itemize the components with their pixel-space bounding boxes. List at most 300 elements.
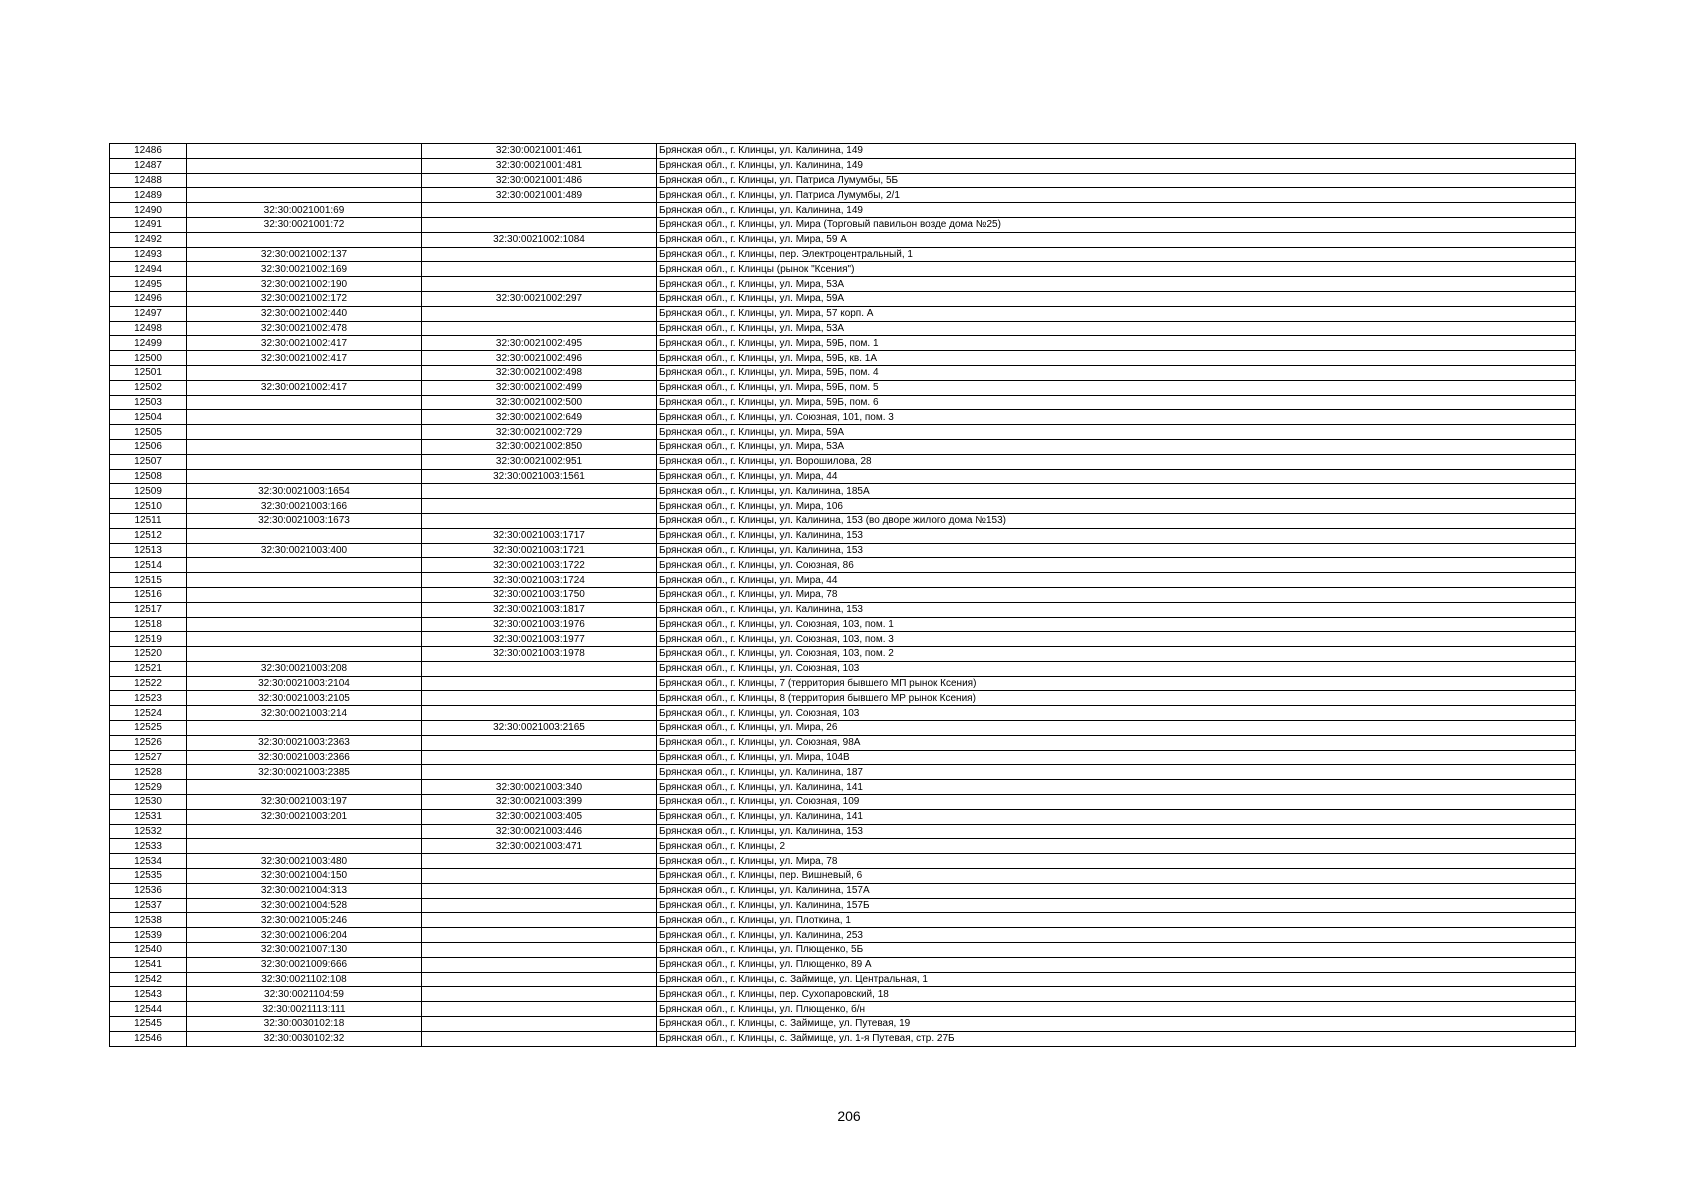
row-number-cell: 12529: [110, 780, 187, 795]
address-cell: Брянская обл., г. Клинцы, ул. Мира, 59 А: [657, 232, 1576, 247]
row-number-cell: 12512: [110, 528, 187, 543]
row-number-cell: 12487: [110, 158, 187, 173]
land-cadastral-number-cell: 32:30:0021002:190: [187, 277, 422, 292]
table-row: [110, 587, 1576, 602]
object-cadastral-number-cell: 32:30:0021001:481: [422, 158, 657, 173]
object-cadastral-number-cell: [422, 972, 657, 987]
land-cadastral-number-cell: 32:30:0030102:18: [187, 1017, 422, 1032]
address-cell: Брянская обл., г. Клинцы, ул. Мира, 59Б, пом. 1: [657, 336, 1576, 351]
land-cadastral-number-cell: 32:30:0021004:313: [187, 883, 422, 898]
object-cadastral-number-cell: 32:30:0021002:498: [422, 365, 657, 380]
land-cadastral-number-cell: 32:30:0030102:32: [187, 1031, 422, 1046]
land-cadastral-number-cell: [187, 617, 422, 632]
table-row: [110, 217, 1576, 232]
page-number: 206: [837, 1108, 861, 1124]
row-number-cell: 12510: [110, 499, 187, 514]
land-cadastral-number-cell: [187, 839, 422, 854]
table-row: [110, 1017, 1576, 1032]
row-number-cell: 12504: [110, 410, 187, 425]
object-cadastral-number-cell: [422, 484, 657, 499]
row-number-cell: 12544: [110, 1002, 187, 1017]
land-cadastral-number-cell: [187, 454, 422, 469]
land-cadastral-number-cell: [187, 632, 422, 647]
table-row: [110, 351, 1576, 366]
table-row: [110, 321, 1576, 336]
address-cell: Брянская обл., г. Клинцы, ул. Калинина, 153 (во дворе жилого дома №153): [657, 513, 1576, 528]
object-cadastral-number-cell: [422, 913, 657, 928]
address-cell: Брянская обл., г. Клинцы, ул. Мира, 53А: [657, 321, 1576, 336]
address-cell: Брянская обл., г. Клинцы, ул. Мира, 59А: [657, 425, 1576, 440]
land-cadastral-number-cell: [187, 395, 422, 410]
address-cell: Брянская обл., г. Клинцы, ул. Калинина, 141: [657, 809, 1576, 824]
address-cell: Брянская обл., г. Клинцы, ул. Калинина, 187: [657, 765, 1576, 780]
land-cadastral-number-cell: 32:30:0021004:150: [187, 869, 422, 884]
land-cadastral-number-cell: 32:30:0021001:72: [187, 217, 422, 232]
table-row: [110, 632, 1576, 647]
table-row: [110, 898, 1576, 913]
object-cadastral-number-cell: 32:30:0021001:489: [422, 188, 657, 203]
land-cadastral-number-cell: 32:30:0021003:214: [187, 706, 422, 721]
table-row: [110, 425, 1576, 440]
land-cadastral-number-cell: 32:30:0021009:666: [187, 957, 422, 972]
object-cadastral-number-cell: 32:30:0021002:951: [422, 454, 657, 469]
land-cadastral-number-cell: 32:30:0021002:440: [187, 306, 422, 321]
row-number-cell: 12509: [110, 484, 187, 499]
land-cadastral-number-cell: 32:30:0021002:478: [187, 321, 422, 336]
address-cell: Брянская обл., г. Клинцы, ул. Мира, 106: [657, 499, 1576, 514]
row-number-cell: 12519: [110, 632, 187, 647]
land-cadastral-number-cell: [187, 587, 422, 602]
address-cell: Брянская обл., г. Клинцы, ул. Калинина, 185А: [657, 484, 1576, 499]
row-number-cell: 12528: [110, 765, 187, 780]
land-cadastral-number-cell: [187, 232, 422, 247]
land-cadastral-number-cell: [187, 780, 422, 795]
row-number-cell: 12534: [110, 854, 187, 869]
address-cell: Брянская обл., г. Клинцы, ул. Мира, 78: [657, 587, 1576, 602]
object-cadastral-number-cell: [422, 765, 657, 780]
object-cadastral-number-cell: [422, 869, 657, 884]
land-cadastral-number-cell: [187, 528, 422, 543]
address-cell: Брянская обл., г. Клинцы, ул. Калинина, 149: [657, 144, 1576, 159]
registry-table: [109, 143, 1576, 1047]
land-cadastral-number-cell: 32:30:0021003:166: [187, 499, 422, 514]
object-cadastral-number-cell: [422, 306, 657, 321]
object-cadastral-number-cell: [422, 987, 657, 1002]
address-cell: Брянская обл., г. Клинцы, пер. Вишневый, 6: [657, 869, 1576, 884]
row-number-cell: 12511: [110, 513, 187, 528]
land-cadastral-number-cell: 32:30:0021002:417: [187, 336, 422, 351]
table-row: [110, 706, 1576, 721]
object-cadastral-number-cell: [422, 943, 657, 958]
table-row: [110, 602, 1576, 617]
land-cadastral-number-cell: [187, 425, 422, 440]
row-number-cell: 12538: [110, 913, 187, 928]
address-cell: Брянская обл., г. Клинцы, ул. Мира, 78: [657, 854, 1576, 869]
table-row: [110, 809, 1576, 824]
land-cadastral-number-cell: 32:30:0021003:400: [187, 543, 422, 558]
row-number-cell: 12526: [110, 735, 187, 750]
object-cadastral-number-cell: [422, 1002, 657, 1017]
table-row: [110, 647, 1576, 662]
address-cell: Брянская обл., г. Клинцы, с. Займище, ул. 1-я Путевая, стр. 27Б: [657, 1031, 1576, 1046]
row-number-cell: 12521: [110, 661, 187, 676]
address-cell: Брянская обл., г. Клинцы, ул. Мира, 59А: [657, 291, 1576, 306]
object-cadastral-number-cell: [422, 883, 657, 898]
table-row: [110, 913, 1576, 928]
object-cadastral-number-cell: 32:30:0021002:500: [422, 395, 657, 410]
table-row: [110, 824, 1576, 839]
address-cell: Брянская обл., г. Клинцы, ул. Патриса Лумумбы, 5Б: [657, 173, 1576, 188]
row-number-cell: 12545: [110, 1017, 187, 1032]
object-cadastral-number-cell: 32:30:0021002:499: [422, 380, 657, 395]
row-number-cell: 12535: [110, 869, 187, 884]
land-cadastral-number-cell: [187, 188, 422, 203]
address-cell: Брянская обл., г. Клинцы, 2: [657, 839, 1576, 854]
table-row: [110, 661, 1576, 676]
address-cell: Брянская обл., г. Клинцы, ул. Мира, 53А: [657, 277, 1576, 292]
address-cell: Брянская обл., г. Клинцы, ул. Ворошилова, 28: [657, 454, 1576, 469]
land-cadastral-number-cell: 32:30:0021005:246: [187, 913, 422, 928]
address-cell: Брянская обл., г. Клинцы, ул. Союзная, 98А: [657, 735, 1576, 750]
object-cadastral-number-cell: 32:30:0021002:850: [422, 439, 657, 454]
object-cadastral-number-cell: [422, 676, 657, 691]
address-cell: Брянская обл., г. Клинцы, 7 (территория бывшего МП рынок Ксения): [657, 676, 1576, 691]
object-cadastral-number-cell: 32:30:0021003:1561: [422, 469, 657, 484]
address-cell: Брянская обл., г. Клинцы, ул. Союзная, 101, пом. 3: [657, 410, 1576, 425]
object-cadastral-number-cell: [422, 277, 657, 292]
row-number-cell: 12540: [110, 943, 187, 958]
object-cadastral-number-cell: 32:30:0021003:399: [422, 795, 657, 810]
land-cadastral-number-cell: [187, 158, 422, 173]
address-cell: Брянская обл., г. Клинцы, ул. Союзная, 109: [657, 795, 1576, 810]
object-cadastral-number-cell: 32:30:0021003:1721: [422, 543, 657, 558]
object-cadastral-number-cell: [422, 750, 657, 765]
table-row: [110, 676, 1576, 691]
row-number-cell: 12500: [110, 351, 187, 366]
address-cell: Брянская обл., г. Клинцы, с. Займище, ул. Центральная, 1: [657, 972, 1576, 987]
object-cadastral-number-cell: 32:30:0021003:1817: [422, 602, 657, 617]
object-cadastral-number-cell: 32:30:0021003:1750: [422, 587, 657, 602]
land-cadastral-number-cell: [187, 144, 422, 159]
address-cell: Брянская обл., г. Клинцы, ул. Калинина, 157А: [657, 883, 1576, 898]
address-cell: Брянская обл., г. Клинцы, ул. Калинина, 149: [657, 203, 1576, 218]
object-cadastral-number-cell: [422, 1017, 657, 1032]
object-cadastral-number-cell: 32:30:0021003:1724: [422, 573, 657, 588]
address-cell: Брянская обл., г. Клинцы, ул. Мира, 44: [657, 469, 1576, 484]
table-row: [110, 854, 1576, 869]
table-row: [110, 439, 1576, 454]
land-cadastral-number-cell: 32:30:0021002:417: [187, 380, 422, 395]
table-row: [110, 721, 1576, 736]
row-number-cell: 12527: [110, 750, 187, 765]
land-cadastral-number-cell: 32:30:0021002:417: [187, 351, 422, 366]
object-cadastral-number-cell: [422, 499, 657, 514]
object-cadastral-number-cell: [422, 854, 657, 869]
land-cadastral-number-cell: 32:30:0021003:197: [187, 795, 422, 810]
row-number-cell: 12499: [110, 336, 187, 351]
land-cadastral-number-cell: [187, 602, 422, 617]
address-cell: Брянская обл., г. Клинцы, ул. Плющенко, б/н: [657, 1002, 1576, 1017]
row-number-cell: 12495: [110, 277, 187, 292]
object-cadastral-number-cell: 32:30:0021002:297: [422, 291, 657, 306]
object-cadastral-number-cell: [422, 513, 657, 528]
table-row: [110, 499, 1576, 514]
land-cadastral-number-cell: 32:30:0021003:1673: [187, 513, 422, 528]
table-row: [110, 765, 1576, 780]
object-cadastral-number-cell: 32:30:0021001:486: [422, 173, 657, 188]
address-cell: Брянская обл., г. Клинцы, ул. Калинина, 153: [657, 528, 1576, 543]
address-cell: Брянская обл., г. Клинцы, 8 (территория бывшего МР рынок Ксения): [657, 691, 1576, 706]
address-cell: Брянская обл., г. Клинцы, ул. Калинина, 141: [657, 780, 1576, 795]
address-cell: Брянская обл., г. Клинцы, с. Займище, ул. Путевая, 19: [657, 1017, 1576, 1032]
land-cadastral-number-cell: [187, 469, 422, 484]
row-number-cell: 12498: [110, 321, 187, 336]
object-cadastral-number-cell: 32:30:0021002:729: [422, 425, 657, 440]
object-cadastral-number-cell: 32:30:0021003:1717: [422, 528, 657, 543]
address-cell: Брянская обл., г. Клинцы, ул. Мира, 53А: [657, 439, 1576, 454]
address-cell: Брянская обл., г. Клинцы, ул. Плющенко, 5Б: [657, 943, 1576, 958]
table-row: [110, 691, 1576, 706]
land-cadastral-number-cell: 32:30:0021102:108: [187, 972, 422, 987]
table-row: [110, 380, 1576, 395]
table-row: [110, 869, 1576, 884]
table-row: [110, 543, 1576, 558]
address-cell: Брянская обл., г. Клинцы, ул. Калинина, 157Б: [657, 898, 1576, 913]
row-number-cell: 12543: [110, 987, 187, 1002]
land-cadastral-number-cell: 32:30:0021003:208: [187, 661, 422, 676]
row-number-cell: 12517: [110, 602, 187, 617]
land-cadastral-number-cell: 32:30:0021003:2105: [187, 691, 422, 706]
row-number-cell: 12508: [110, 469, 187, 484]
object-cadastral-number-cell: 32:30:0021002:495: [422, 336, 657, 351]
table-row: [110, 1002, 1576, 1017]
land-cadastral-number-cell: [187, 365, 422, 380]
row-number-cell: 12503: [110, 395, 187, 410]
land-cadastral-number-cell: 32:30:0021001:69: [187, 203, 422, 218]
table-row: [110, 247, 1576, 262]
row-number-cell: 12488: [110, 173, 187, 188]
object-cadastral-number-cell: 32:30:0021001:461: [422, 144, 657, 159]
address-cell: Брянская обл., г. Клинцы, ул. Калинина, 149: [657, 158, 1576, 173]
land-cadastral-number-cell: [187, 573, 422, 588]
land-cadastral-number-cell: 32:30:0021003:2104: [187, 676, 422, 691]
address-cell: Брянская обл., г. Клинцы, ул. Мира, 59Б, кв. 1А: [657, 351, 1576, 366]
address-cell: Брянская обл., г. Клинцы, ул. Союзная, 103, пом. 3: [657, 632, 1576, 647]
address-cell: Брянская обл., г. Клинцы, пер. Сухопаровский, 18: [657, 987, 1576, 1002]
table-row: [110, 277, 1576, 292]
land-cadastral-number-cell: 32:30:0021002:137: [187, 247, 422, 262]
registry-table-body: [110, 144, 1576, 1047]
land-cadastral-number-cell: [187, 721, 422, 736]
row-number-cell: 12489: [110, 188, 187, 203]
row-number-cell: 12514: [110, 558, 187, 573]
table-row: [110, 336, 1576, 351]
address-cell: Брянская обл., г. Клинцы, ул. Мира, 59Б, пом. 6: [657, 395, 1576, 410]
object-cadastral-number-cell: 32:30:0021003:471: [422, 839, 657, 854]
land-cadastral-number-cell: [187, 824, 422, 839]
address-cell: Брянская обл., г. Клинцы, ул. Калинина, 253: [657, 928, 1576, 943]
address-cell: Брянская обл., г. Клинцы, ул. Калинина, 153: [657, 602, 1576, 617]
object-cadastral-number-cell: 32:30:0021003:2165: [422, 721, 657, 736]
address-cell: Брянская обл., г. Клинцы, ул. Плоткина, 1: [657, 913, 1576, 928]
land-cadastral-number-cell: 32:30:0021003:201: [187, 809, 422, 824]
table-row: [110, 513, 1576, 528]
object-cadastral-number-cell: 32:30:0021002:649: [422, 410, 657, 425]
land-cadastral-number-cell: [187, 173, 422, 188]
table-row: [110, 158, 1576, 173]
row-number-cell: 12518: [110, 617, 187, 632]
table-row: [110, 558, 1576, 573]
row-number-cell: 12496: [110, 291, 187, 306]
object-cadastral-number-cell: [422, 957, 657, 972]
row-number-cell: 12515: [110, 573, 187, 588]
address-cell: Брянская обл., г. Клинцы, ул. Союзная, 103: [657, 706, 1576, 721]
object-cadastral-number-cell: 32:30:0021003:1978: [422, 647, 657, 662]
address-cell: Брянская обл., г. Клинцы, ул. Союзная, 103, пом. 1: [657, 617, 1576, 632]
row-number-cell: 12524: [110, 706, 187, 721]
object-cadastral-number-cell: [422, 247, 657, 262]
object-cadastral-number-cell: 32:30:0021002:496: [422, 351, 657, 366]
object-cadastral-number-cell: [422, 691, 657, 706]
table-row: [110, 395, 1576, 410]
land-cadastral-number-cell: 32:30:0021003:1654: [187, 484, 422, 499]
row-number-cell: 12505: [110, 425, 187, 440]
row-number-cell: 12522: [110, 676, 187, 691]
table-row: [110, 306, 1576, 321]
address-cell: Брянская обл., г. Клинцы, ул. Союзная, 86: [657, 558, 1576, 573]
address-cell: Брянская обл., г. Клинцы, ул. Плющенко, 89 А: [657, 957, 1576, 972]
address-cell: Брянская обл., г. Клинцы, ул. Союзная, 103, пом. 2: [657, 647, 1576, 662]
table-row: [110, 1031, 1576, 1046]
table-row: [110, 928, 1576, 943]
land-cadastral-number-cell: 32:30:0021003:2363: [187, 735, 422, 750]
table-row: [110, 454, 1576, 469]
address-cell: Брянская обл., г. Клинцы (рынок "Ксения"): [657, 262, 1576, 277]
land-cadastral-number-cell: 32:30:0021006:204: [187, 928, 422, 943]
row-number-cell: 12546: [110, 1031, 187, 1046]
table-row: [110, 484, 1576, 499]
row-number-cell: 12492: [110, 232, 187, 247]
address-cell: Брянская обл., г. Клинцы, ул. Калинина, 153: [657, 543, 1576, 558]
table-row: [110, 795, 1576, 810]
table-row: [110, 987, 1576, 1002]
row-number-cell: 12486: [110, 144, 187, 159]
table-row: [110, 943, 1576, 958]
row-number-cell: 12539: [110, 928, 187, 943]
row-number-cell: 12491: [110, 217, 187, 232]
table-row: [110, 410, 1576, 425]
land-cadastral-number-cell: [187, 439, 422, 454]
row-number-cell: 12525: [110, 721, 187, 736]
table-row: [110, 469, 1576, 484]
table-row: [110, 144, 1576, 159]
land-cadastral-number-cell: 32:30:0021003:2366: [187, 750, 422, 765]
row-number-cell: 12513: [110, 543, 187, 558]
object-cadastral-number-cell: 32:30:0021003:1976: [422, 617, 657, 632]
table-row: [110, 957, 1576, 972]
land-cadastral-number-cell: 32:30:0021002:169: [187, 262, 422, 277]
table-row: [110, 839, 1576, 854]
object-cadastral-number-cell: [422, 735, 657, 750]
table-row: [110, 262, 1576, 277]
address-cell: Брянская обл., г. Клинцы, ул. Мира, 26: [657, 721, 1576, 736]
row-number-cell: 12542: [110, 972, 187, 987]
row-number-cell: 12531: [110, 809, 187, 824]
table-row: [110, 365, 1576, 380]
land-cadastral-number-cell: 32:30:0021002:172: [187, 291, 422, 306]
object-cadastral-number-cell: 32:30:0021002:1084: [422, 232, 657, 247]
row-number-cell: 12530: [110, 795, 187, 810]
table-row: [110, 573, 1576, 588]
address-cell: Брянская обл., г. Клинцы, ул. Союзная, 103: [657, 661, 1576, 676]
table-row: [110, 528, 1576, 543]
row-number-cell: 12523: [110, 691, 187, 706]
table-row: [110, 780, 1576, 795]
object-cadastral-number-cell: 32:30:0021003:405: [422, 809, 657, 824]
row-number-cell: 12536: [110, 883, 187, 898]
row-number-cell: 12494: [110, 262, 187, 277]
table-row: [110, 203, 1576, 218]
table-row: [110, 617, 1576, 632]
land-cadastral-number-cell: 32:30:0021004:528: [187, 898, 422, 913]
object-cadastral-number-cell: [422, 898, 657, 913]
row-number-cell: 12506: [110, 439, 187, 454]
address-cell: Брянская обл., г. Клинцы, ул. Патриса Лумумбы, 2/1: [657, 188, 1576, 203]
row-number-cell: 12537: [110, 898, 187, 913]
object-cadastral-number-cell: [422, 217, 657, 232]
row-number-cell: 12497: [110, 306, 187, 321]
address-cell: Брянская обл., г. Клинцы, ул. Мира, 59Б, пом. 5: [657, 380, 1576, 395]
row-number-cell: 12507: [110, 454, 187, 469]
row-number-cell: 12516: [110, 587, 187, 602]
row-number-cell: 12541: [110, 957, 187, 972]
table-row: [110, 188, 1576, 203]
object-cadastral-number-cell: [422, 661, 657, 676]
address-cell: Брянская обл., г. Клинцы, ул. Мира (Торговый павильон возде дома №25): [657, 217, 1576, 232]
address-cell: Брянская обл., г. Клинцы, ул. Мира, 59Б, пом. 4: [657, 365, 1576, 380]
table-row: [110, 232, 1576, 247]
table-row: [110, 291, 1576, 306]
address-cell: Брянская обл., г. Клинцы, ул. Мира, 104В: [657, 750, 1576, 765]
table-row: [110, 972, 1576, 987]
object-cadastral-number-cell: 32:30:0021003:340: [422, 780, 657, 795]
address-cell: Брянская обл., г. Клинцы, ул. Мира, 44: [657, 573, 1576, 588]
table-row: [110, 883, 1576, 898]
object-cadastral-number-cell: 32:30:0021003:1977: [422, 632, 657, 647]
address-cell: Брянская обл., г. Клинцы, пер. Электроцентральный, 1: [657, 247, 1576, 262]
object-cadastral-number-cell: [422, 1031, 657, 1046]
object-cadastral-number-cell: 32:30:0021003:1722: [422, 558, 657, 573]
land-cadastral-number-cell: 32:30:0021007:130: [187, 943, 422, 958]
row-number-cell: 12493: [110, 247, 187, 262]
address-cell: Брянская обл., г. Клинцы, ул. Мира, 57 корп. А: [657, 306, 1576, 321]
land-cadastral-number-cell: 32:30:0021003:480: [187, 854, 422, 869]
land-cadastral-number-cell: 32:30:0021104:59: [187, 987, 422, 1002]
row-number-cell: 12520: [110, 647, 187, 662]
address-cell: Брянская обл., г. Клинцы, ул. Калинина, 153: [657, 824, 1576, 839]
table-row: [110, 173, 1576, 188]
object-cadastral-number-cell: [422, 928, 657, 943]
land-cadastral-number-cell: 32:30:0021003:2385: [187, 765, 422, 780]
object-cadastral-number-cell: [422, 321, 657, 336]
row-number-cell: 12501: [110, 365, 187, 380]
object-cadastral-number-cell: [422, 706, 657, 721]
land-cadastral-number-cell: [187, 558, 422, 573]
row-number-cell: 12490: [110, 203, 187, 218]
object-cadastral-number-cell: [422, 203, 657, 218]
row-number-cell: 12502: [110, 380, 187, 395]
object-cadastral-number-cell: [422, 262, 657, 277]
